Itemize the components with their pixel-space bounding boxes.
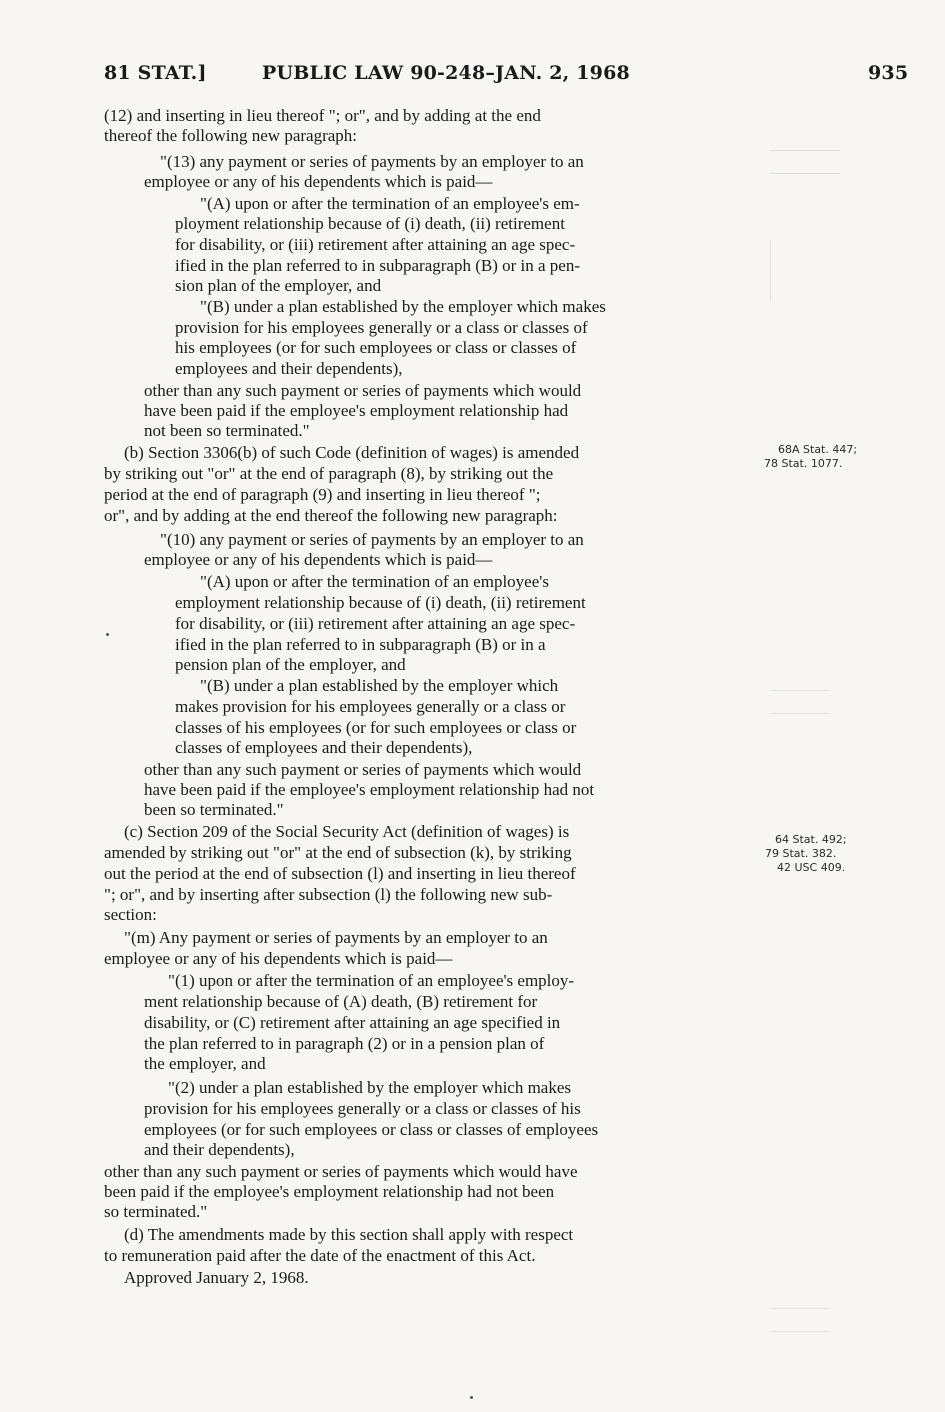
text-line: "(A) upon or after the termination of an employee's em- [200,194,580,213]
text-line: been so terminated." [144,800,284,819]
header-stat-ref: 81 STAT.] [104,62,207,84]
text-line: (12) and inserting in lieu thereof "; or", and by adding at the end [104,106,541,125]
text-line: thereof the following new paragraph: [104,126,358,145]
paper-speck [106,633,109,636]
text-line: makes provision for his employees generally or a class or [175,697,566,716]
text-line: "(13) any payment or series of payments by an employer to an [160,152,584,171]
text-line: "(10) any payment or series of payments by an employer to an [160,530,584,549]
text-line: classes of his employees (or for such employees or class or [175,718,577,737]
text-line: (b) Section 3306(b) of such Code (definition of wages) is amended [124,443,580,462]
text-line: sion plan of the employer, and [175,276,382,295]
text-line: "(2) under a plan established by the employer which makes [168,1078,572,1097]
text-line: ment relationship because of (A) death, (B) retirement for [144,992,538,1011]
text-line: period at the end of paragraph (9) and inserting in lieu thereof "; [104,485,541,504]
text-line: provision for his employees generally or a class or classes of his [144,1099,581,1118]
text-line: ified in the plan referred to in subparagraph (B) or in a pen- [175,256,581,275]
text-line: employee or any of his dependents which is paid— [144,172,493,191]
text-line: other than any such payment or series of payments which would have [104,1162,578,1181]
text-line: or", and by adding at the end thereof the following new paragraph: [104,506,558,525]
text-line: and their dependents), [144,1140,295,1159]
text-line: pension plan of the employer, and [175,655,406,674]
text-line: his employees (or for such employees or class or classes of [175,338,577,357]
text-line: other than any such payment or series of payments which would [144,760,582,779]
bleed-through-note [770,690,830,714]
text-line: have been paid if the employee's employment relationship had not [144,780,595,799]
bleed-through-note [770,240,841,300]
text-line: by striking out "or" at the end of paragraph (8), by striking out the [104,464,554,483]
text-line: the employer, and [144,1054,266,1073]
text-line: ployment relationship because of (i) death, (ii) retirement [175,214,565,233]
text-line: employment relationship because of (i) death, (ii) retirement [175,593,586,612]
margin-note: 78 Stat. 1077. [764,457,843,470]
text-line: classes of employees and their dependents), [175,738,473,757]
text-line: "(m) Any payment or series of payments by an employer to an [124,928,548,947]
text-line: section: [104,905,157,924]
margin-note: 42 USC 409. [777,861,846,874]
text-line: for disability, or (iii) retirement after attaining an age spec- [175,235,576,254]
text-line: to remuneration paid after the date of the enactment of this Act. [104,1246,536,1265]
margin-note: 79 Stat. 382. [765,847,837,860]
text-line: disability, or (C) retirement after attaining an age specified in [144,1013,561,1032]
text-line: ified in the plan referred to in subparagraph (B) or in a [175,635,546,654]
text-line: amended by striking out "or" at the end of subsection (k), by striking [104,843,572,862]
text-line: not been so terminated." [144,421,310,440]
text-line: employee or any of his dependents which is paid— [104,949,453,968]
text-line: employees and their dependents), [175,359,403,378]
approval-line: Approved January 2, 1968. [124,1268,309,1287]
text-line: "(B) under a plan established by the employer which [200,676,559,695]
text-line: "(A) upon or after the termination of an employee's [200,572,549,591]
header-page-number: 935 [868,62,909,84]
text-line: for disability, or (iii) retirement after attaining an age spec- [175,614,576,633]
text-line: employee or any of his dependents which is paid— [144,550,493,569]
bleed-through-note [770,150,840,174]
text-line: employees (or for such employees or class or classes of employees [144,1120,599,1139]
text-line: out the period at the end of subsection (l) and inserting in lieu thereof [104,864,576,883]
header-public-law: PUBLIC LAW 90-248–JAN. 2, 1968 [262,62,630,84]
text-line: the plan referred to in paragraph (2) or in a pension plan of [144,1034,545,1053]
text-line: "; or", and by inserting after subsection (l) the following new sub- [104,885,553,904]
paper-speck [470,1396,473,1399]
text-line: "(1) upon or after the termination of an employee's employ- [168,971,575,990]
text-line: "(B) under a plan established by the employer which makes [200,297,606,316]
text-line: have been paid if the employee's employment relationship had [144,401,569,420]
text-line: (c) Section 209 of the Social Security Act (definition of wages) is [124,822,570,841]
text-line: (d) The amendments made by this section shall apply with respect [124,1225,574,1244]
text-line: other than any such payment or series of payments which would [144,381,582,400]
margin-note: 64 Stat. 492; [775,833,847,846]
bleed-through-note [770,1308,830,1332]
text-line: been paid if the employee's employment relationship had not been [104,1182,555,1201]
text-line: so terminated." [104,1202,208,1221]
margin-note: 68A Stat. 447; [778,443,858,456]
text-line: provision for his employees generally or a class or classes of [175,318,588,337]
